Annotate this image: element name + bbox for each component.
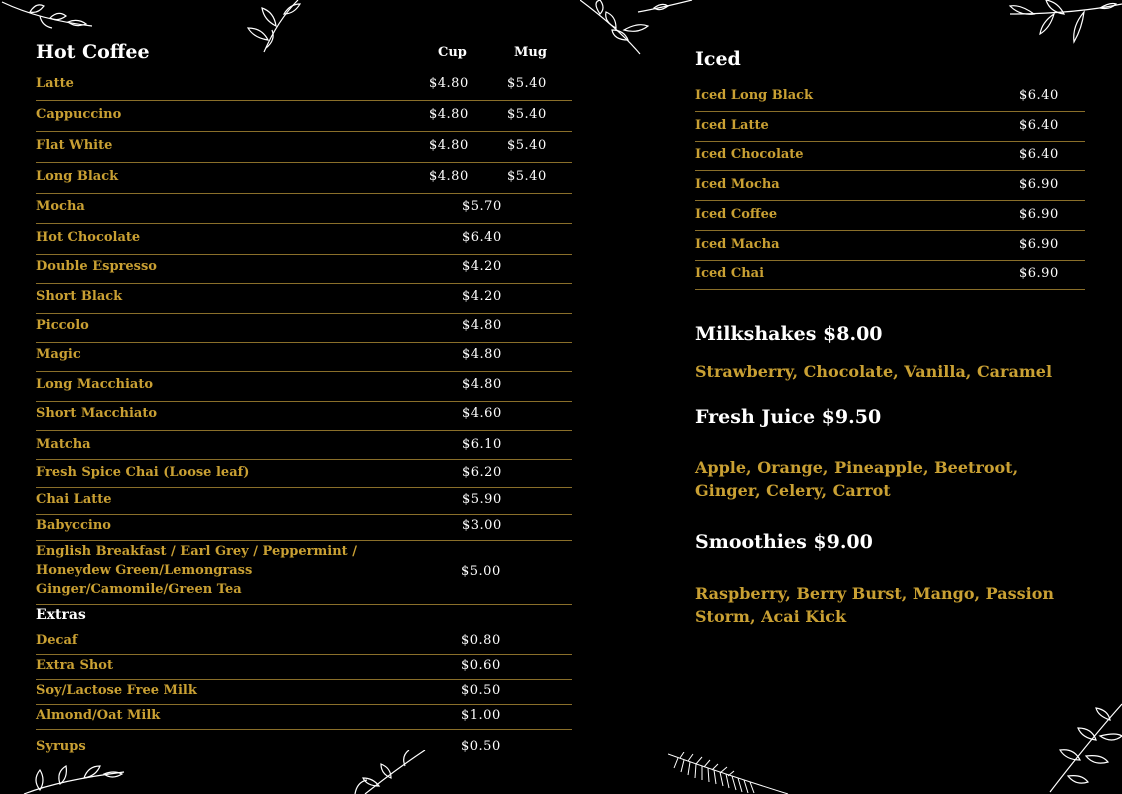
mug-price: $5.40 (507, 169, 547, 184)
row-divider (36, 371, 572, 372)
row-divider (36, 254, 572, 255)
menu-item-price: $4.60 (462, 406, 502, 421)
row-divider (36, 487, 572, 488)
row-divider (36, 729, 572, 730)
row-divider (36, 193, 572, 194)
cup-column-header: Cup (438, 45, 467, 60)
row-divider (36, 540, 572, 541)
row-divider (36, 313, 572, 314)
menu-item-name: Cappuccino (36, 107, 122, 122)
milkshakes-flavours: Strawberry, Chocolate, Vanilla, Caramel (695, 362, 1053, 381)
menu-item-name: Chai Latte (36, 492, 112, 507)
row-divider (36, 283, 572, 284)
iced-item-price: $6.90 (1019, 236, 1059, 252)
tea-divider (36, 604, 572, 605)
extra-item-name: Almond/Oat Milk (36, 708, 161, 723)
extra-item-name: Syrups (36, 739, 86, 754)
row-divider (36, 401, 572, 402)
extra-item-price: $0.60 (461, 658, 501, 673)
leaf-decoration-top-center-right (580, 0, 695, 56)
menu-item-name: Flat White (36, 138, 113, 153)
menu-item-name: Matcha (36, 437, 91, 452)
iced-item-name: Iced Chocolate (695, 147, 804, 163)
extra-item-name: Extra Shot (36, 658, 113, 673)
cup-price: $4.80 (429, 107, 469, 122)
leaf-decoration-top-left (0, 0, 100, 36)
row-divider (695, 289, 1085, 290)
fern-decoration-bottom-center (668, 752, 793, 794)
extra-item-price: $0.50 (461, 683, 501, 698)
iced-item-name: Iced Macha (695, 236, 780, 252)
row-divider (36, 654, 572, 655)
fresh-juice-flavours: Apple, Orange, Pineapple, Beetroot, Ginger, Celery, Carrot (695, 458, 1019, 500)
cup-price: $4.80 (429, 169, 469, 184)
row-divider (36, 514, 572, 515)
menu-item-price: $6.20 (462, 465, 502, 480)
menu-item-name: Short Black (36, 289, 123, 304)
iced-item-price: $6.90 (1019, 177, 1059, 193)
iced-item-price: $6.40 (1019, 117, 1059, 133)
row-divider (36, 430, 572, 431)
menu-item-price: $4.20 (462, 259, 502, 274)
menu-item-name: Piccolo (36, 318, 89, 333)
menu-item-name: Hot Chocolate (36, 230, 141, 245)
row-divider (36, 459, 572, 460)
extras-title: Extras (36, 607, 86, 623)
menu-item-name: Babyccino (36, 518, 111, 533)
menu-item-name: Double Espresso (36, 259, 157, 274)
row-divider (695, 141, 1085, 142)
iced-item-price: $6.40 (1019, 147, 1059, 163)
menu-item-price: $4.20 (462, 289, 502, 304)
menu-item-name: Latte (36, 76, 74, 91)
leaf-decoration-bottom-right (1040, 700, 1122, 794)
menu-item-price: $5.90 (462, 492, 502, 507)
mug-price: $5.40 (507, 76, 547, 91)
row-divider (695, 260, 1085, 261)
menu-item-price: $4.80 (462, 318, 502, 333)
row-divider (695, 230, 1085, 231)
iced-item-name: Iced Long Black (695, 88, 814, 103)
extra-item-name: Soy/Lactose Free Milk (36, 683, 197, 698)
fresh-juice-title: Fresh Juice $9.50 (695, 406, 882, 428)
extra-item-price: $1.00 (461, 708, 501, 723)
menu-item-price: $4.80 (462, 347, 502, 362)
leaf-decoration-bottom-center-left (335, 750, 430, 794)
leaf-decoration-bottom-left (20, 760, 130, 794)
mug-price: $5.40 (507, 107, 547, 122)
cup-price: $4.80 (429, 138, 469, 153)
row-divider (695, 170, 1085, 171)
row-divider (36, 162, 572, 163)
tea-line-1: English Breakfast / Earl Grey / Peppermint / (36, 544, 357, 559)
row-divider (36, 342, 572, 343)
row-divider (695, 111, 1085, 112)
iced-item-name: Iced Chai (695, 266, 765, 282)
menu-item-name: Fresh Spice Chai (Loose leaf) (36, 465, 250, 480)
menu-item-price: $4.80 (462, 377, 502, 392)
mug-column-header: Mug (514, 45, 547, 60)
cup-price: $4.80 (429, 76, 469, 91)
leaf-decoration-top-right (1004, 0, 1122, 52)
menu-item-name: Magic (36, 347, 81, 362)
menu-item-name: Long Black (36, 169, 119, 184)
row-divider (36, 679, 572, 680)
menu-item-name: Short Macchiato (36, 406, 158, 421)
extra-item-price: $0.50 (461, 739, 501, 754)
menu-item-price: $6.40 (462, 230, 502, 245)
row-divider (36, 223, 572, 224)
tea-line-3: Ginger/Camomile/Green Tea (36, 582, 242, 597)
menu-item-price: $6.10 (462, 437, 502, 452)
mug-price: $5.40 (507, 138, 547, 153)
row-divider (36, 131, 572, 132)
milkshakes-title: Milkshakes $8.00 (695, 323, 883, 345)
smoothies-title: Smoothies $9.00 (695, 531, 873, 553)
iced-item-name: Iced Latte (695, 117, 769, 133)
row-divider (695, 200, 1085, 201)
leaf-decoration-top-center-left (238, 0, 308, 54)
iced-item-name: Iced Coffee (695, 206, 778, 222)
row-divider (36, 704, 572, 705)
tea-price: $5.00 (461, 564, 501, 579)
smoothies-flavours: Raspberry, Berry Burst, Mango, Passion Storm, Acai Kick (695, 584, 1054, 626)
menu-item-name: Mocha (36, 199, 85, 214)
tea-line-2: Honeydew Green/Lemongrass (36, 563, 253, 578)
extra-item-name: Decaf (36, 633, 78, 648)
menu-item-name: Long Macchiato (36, 377, 154, 392)
menu-item-price: $3.00 (462, 518, 502, 533)
iced-title: Iced (695, 48, 741, 70)
iced-item-price: $6.40 (1019, 88, 1059, 103)
menu-item-price: $5.70 (462, 199, 502, 214)
iced-item-price: $6.90 (1019, 266, 1059, 282)
iced-item-price: $6.90 (1019, 206, 1059, 222)
hot-coffee-title: Hot Coffee (36, 41, 150, 63)
iced-item-name: Iced Mocha (695, 177, 780, 193)
row-divider (36, 100, 572, 101)
extra-item-price: $0.80 (461, 633, 501, 648)
